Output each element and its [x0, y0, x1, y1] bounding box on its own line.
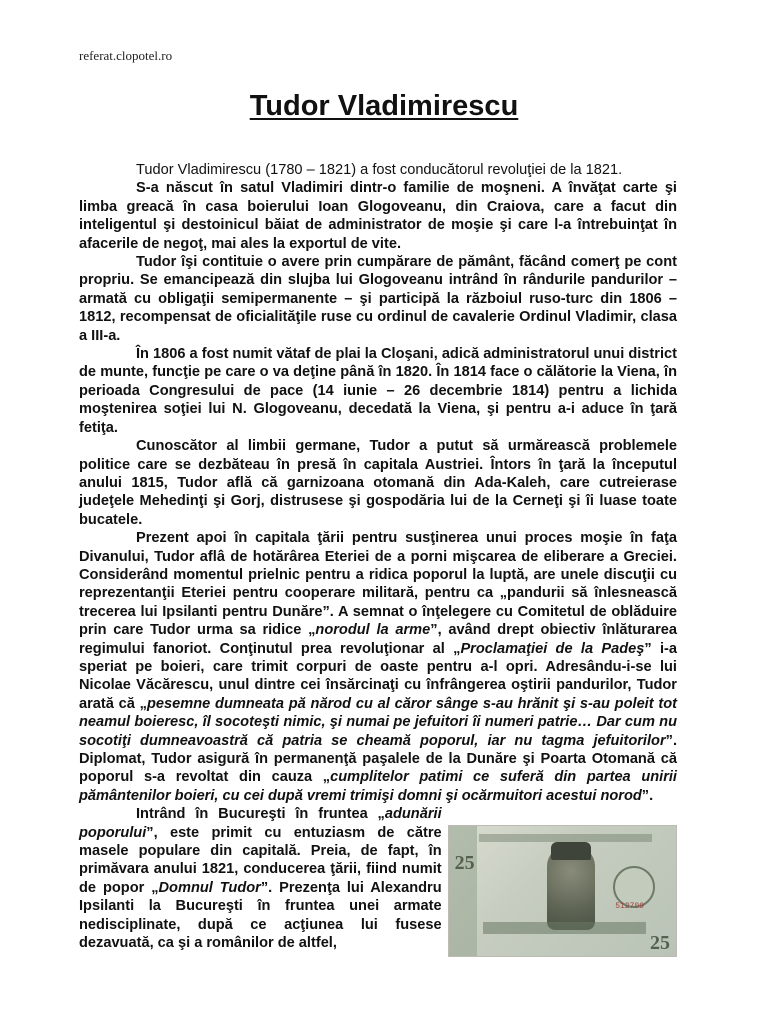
hat-icon — [551, 842, 591, 860]
text-run: ”, este primit cu entuziasm de către masele populare din capitală. Preia, de fapt, în primăvara anului 1821, conducerea ţării, fiind numit de popor „ — [79, 824, 442, 896]
italic-quote: Proclamaţiei de la Padeş — [460, 640, 645, 657]
banknote-bottom-band — [483, 922, 646, 934]
banknote-value-right: 25 — [650, 931, 670, 954]
paragraph-closani: În 1806 a fost numit vătaf de plai la Cloşani, adică administratorul unui district de munte, funcţie pe care o va deţine până în 1820. În 1814 face o călătorie la Viena, în perioada Congresului de pace (14 iunie – 26 decembrie 1814) pentru a lichida moştenirea soţiei lui N. Glogoveanu, decedată la Viena, şi pentru a-i aduce în ţară fetiţa. — [79, 346, 677, 436]
page-title: Tudor Vladimirescu — [249, 90, 519, 122]
text-run: Intrând în Bucureşti în fruntea „ — [136, 806, 385, 823]
italic-quote: cumplitelor patimi ce suferă din partea unirii pământenilor boieri, cu cei după vremi trimişi domni şi ocărmuitori acestui norod — [79, 769, 677, 804]
source-header: referat.clopotel.ro — [79, 48, 173, 63]
banknote-serial: 512709 — [615, 901, 644, 911]
text-run: ”. — [641, 787, 654, 804]
text-run: ”, având drept obiectiv înlăturarea regimului fanoriot. Conţinutul prea revoluţionar al „ — [79, 622, 677, 657]
article-body — [79, 161, 677, 957]
italic-quote: pesemne dumneata pă nărod cu al căror sânge s-au hrănit şi s-au poleit tot neamul boieresc, îl socoteşti nimic, şi numai pe jefuitori îi numeri patrie… Dar cum nu socotiţi dumneavoastră că patria se cheamă poporul, iar nu tagma jefuitorilor — [79, 695, 678, 749]
banknote-top-band — [479, 834, 652, 842]
text-run: ” i-a speriat pe boieri, care trimit corpuri de oaste pentru a-l opri. Adresându-i-se lui Nicolae Văcărescu, unul dintre cei însărcinaţi cu înfrângerea oştirii pandurilor, Tudor arată că „ — [79, 640, 677, 712]
text-run: ”. Diplomat, Tudor asigură în permanenţă paşalele de la Dunăre şi Poarta Otomană că poporul s-a revoltat din cauza „ — [79, 732, 677, 786]
banknote-edge — [449, 826, 477, 956]
text-run: ”. Prezenţa lui Alexandru Ipsilanti la Bucureşti în fruntea unei armate nedisciplinate, după ce acţiunea lui fusese dezavuată, ca şi a românilor de altfel, — [79, 879, 442, 952]
italic-quote: Domnul Tudor — [158, 879, 261, 896]
italic-quote: adunării poporului — [79, 806, 442, 841]
banknote-image — [448, 825, 677, 957]
italic-quote: norodul la arme — [315, 622, 431, 639]
text-run: Prezent apoi în capitala ţării pentru susţinerea unui proces moşie în faţa Divanului, Tudor aflâ de hotărârea Eteriei de a porni mişcarea de eliberare a Greciei. Considerând momentul prielnic pentru a ridica poporul la luptă, are unele discuţii cu reprezentanţii Eteriei pentru cooperare militară, pentru ca „pandurii să înlesnească trecerea lui Ipsilanti pentru Dunăre”. A semnat o înţelegere cu Comitetul de oblăduire prin care Tudor urma sa ridice „ — [79, 530, 677, 639]
paragraph-eteria — [79, 529, 677, 805]
paragraph-intro: Tudor Vladimirescu (1780 – 1821) a fost conducătorul revoluţiei de la 1821. — [136, 162, 623, 178]
paragraph-birth: S-a născut în satul Vladimiri dintr-o familie de moşneni. A învăţat carte şi limba greacă în casa boierului Ioan Glogoveanu, din Craiova, care a facut din inteligentul şi destoinicul băiat de administrator de moşie şi care l-a întrebuinţat în afacerile de negoţ, mai ales la exportul de vite. — [79, 180, 677, 252]
paragraph-wealth: Tudor îşi contituie o avere prin cumpărare de pământ, făcând comerţ pe cont propriu. Se emancipează din slujba lui Glogoveanu intrând în rândurile pandurilor – armată cu obligaţii semipermanente – şi participă la războiul ruso-turc din 1806 – 1812, recompensat de oficialităţile ruse cu ordinul de cavalerie Ordinul Vladimir, clasa a III-a. — [79, 254, 677, 344]
final-section — [79, 805, 677, 957]
paragraph-bucharest — [79, 805, 442, 952]
paragraph-vienna: Cunoscător al limbii germane, Tudor a putut să urmărească problemele politice care se dezbăteau în presă în capitala Austriei. Întors în ţară la începutul anului 1815, Tudor află că garnizoana otomană din Ada-Kaleh, care cutreierase judeţele Mehedinţi şi Gorj, distrusese şi gospodăria lui de la Cerneţi şi îi luase toate bucatele. — [79, 438, 677, 528]
banknote-value-left: 25 — [454, 852, 475, 875]
final-text-column — [79, 805, 442, 957]
